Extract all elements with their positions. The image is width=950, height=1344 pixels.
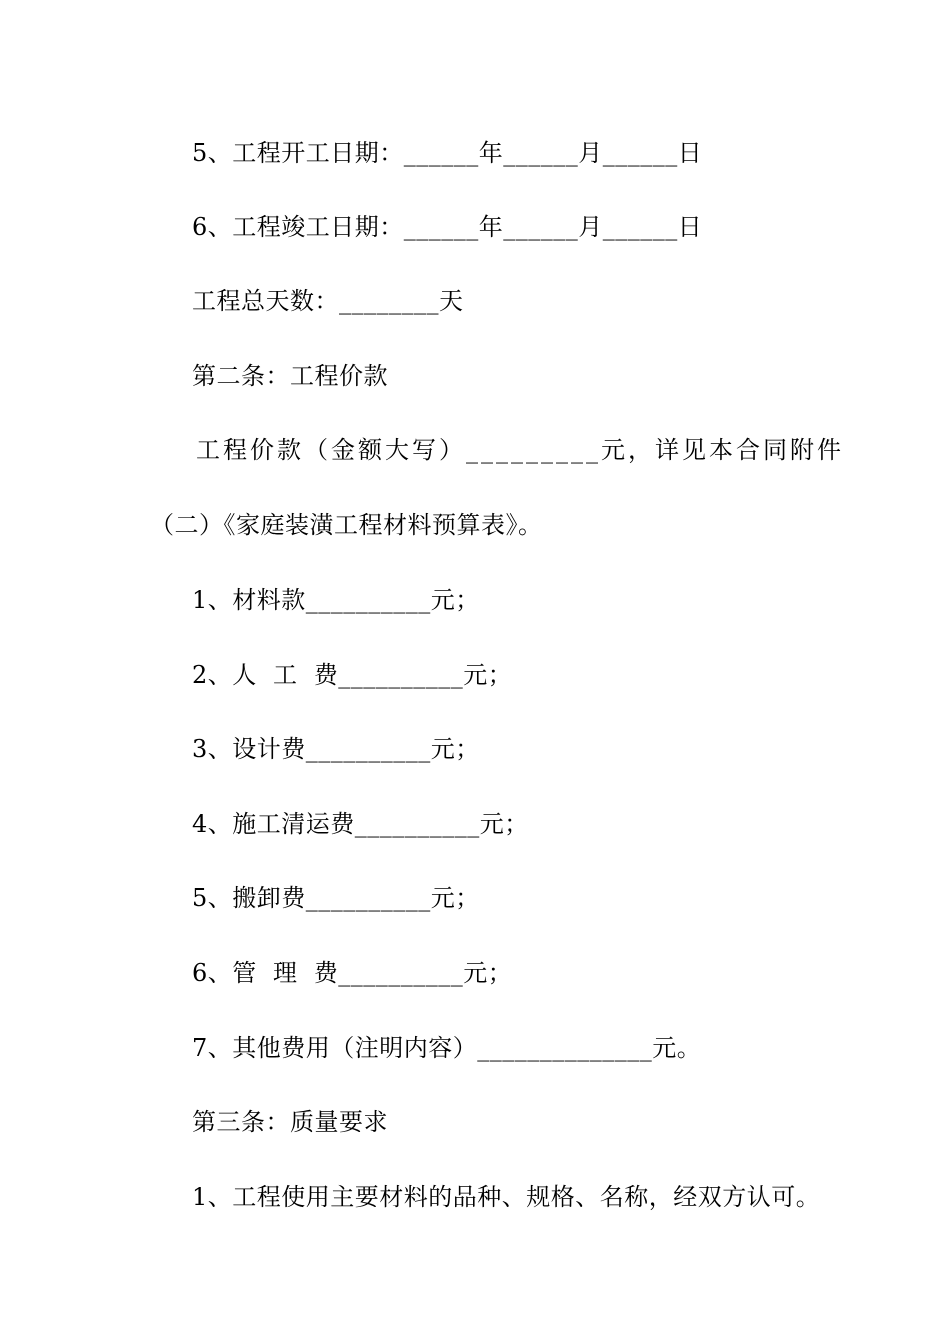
budget-table-reference-line: （二）《家庭装潢工程材料预算表》。 (150, 511, 543, 539)
start-date-line: 5、工程开工日期：______年______月______日 (192, 139, 703, 167)
management-fee-line: 6、管 理 费__________元； (192, 959, 513, 987)
design-fee-line: 3、设计费__________元； (192, 735, 480, 763)
material-approval-line: 1、工程使用主要材料的品种、规格、名称，经双方认可。 (192, 1183, 821, 1211)
article-two-heading: 第二条：工程价款 (192, 362, 388, 390)
other-fees-line: 7、其他费用（注明内容）______________元。 (192, 1034, 702, 1062)
total-days-line: 工程总天数：________天 (192, 287, 464, 315)
article-three-heading: 第三条：质量要求 (192, 1108, 388, 1136)
material-cost-line: 1、材料款__________元； (192, 586, 480, 614)
handling-fee-line: 5、搬卸费__________元； (192, 884, 480, 912)
completion-date-line: 6、工程竣工日期：______年______月______日 (192, 213, 703, 241)
cleanup-fee-line: 4、施工清运费__________元； (192, 810, 529, 838)
project-price-line: 工程价款（金额大写）_________元，详见本合同附件 (196, 436, 844, 464)
labor-cost-line: 2、人 工 费__________元； (192, 661, 513, 689)
